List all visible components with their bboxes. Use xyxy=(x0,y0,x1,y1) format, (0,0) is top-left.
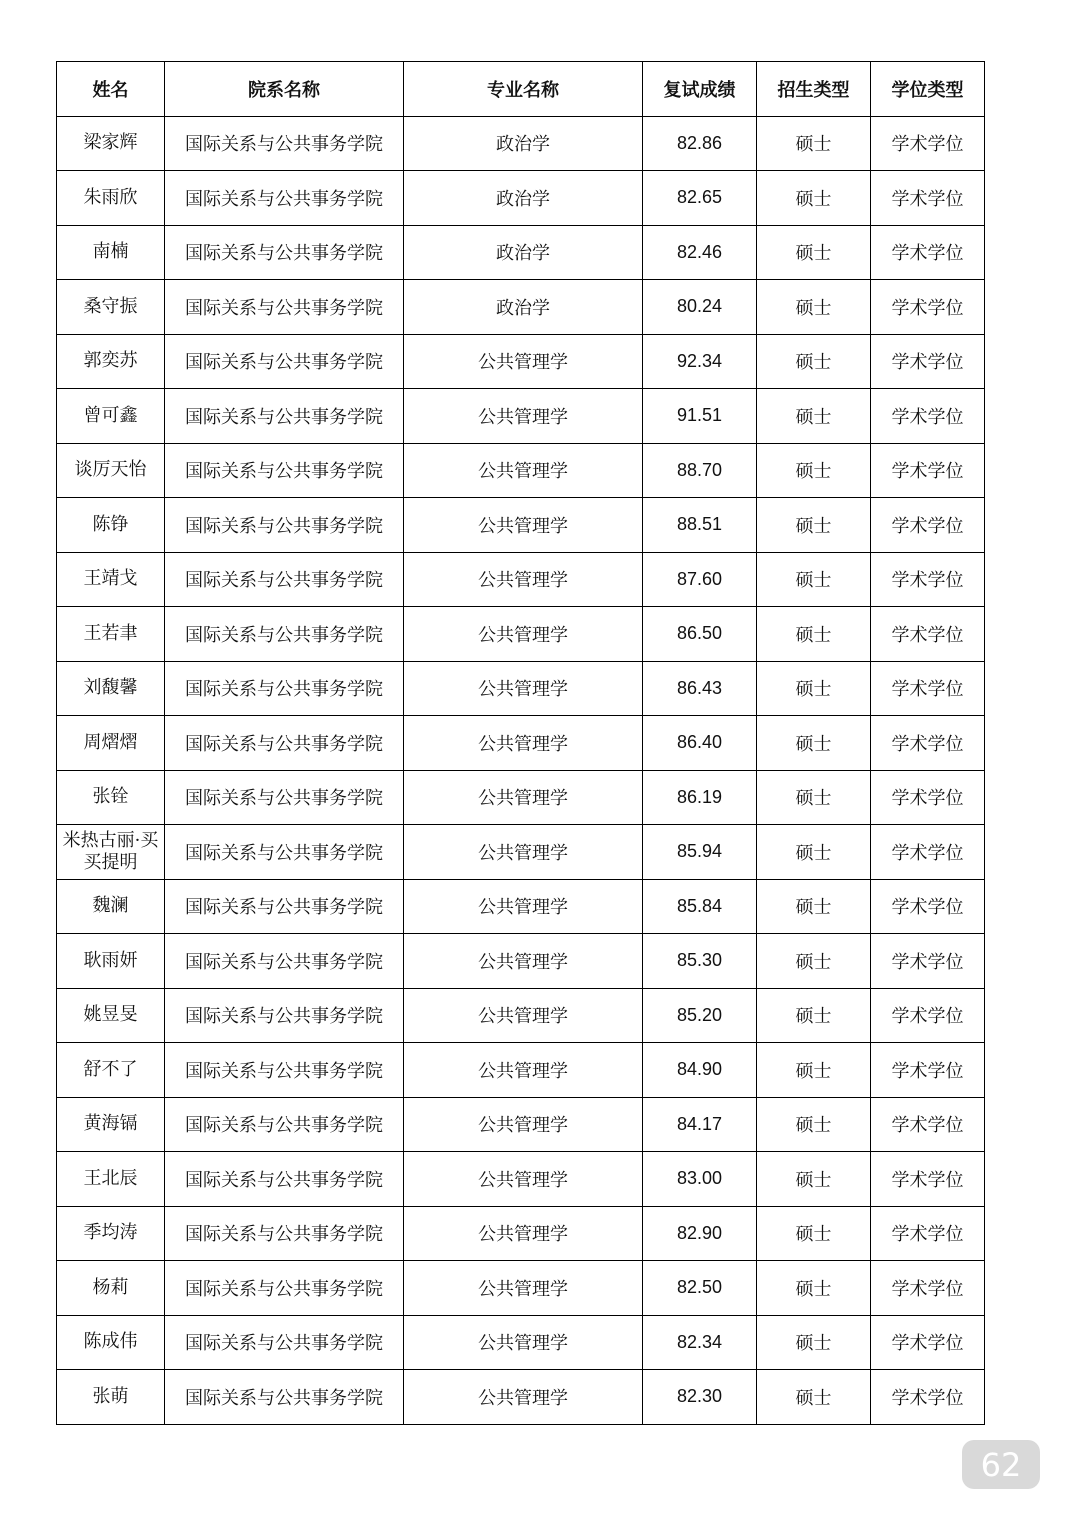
cell-retest-score: 86.40 xyxy=(643,716,757,771)
cell-retest-score: 82.30 xyxy=(643,1370,757,1425)
table-row xyxy=(57,988,985,1043)
cell-name: 舒不了 xyxy=(57,1043,165,1098)
cell-name: 朱雨欣 xyxy=(57,171,165,226)
cell-enrollment-type: 硕士 xyxy=(757,1370,871,1425)
cell-name: 王靖戈 xyxy=(57,552,165,607)
cell-enrollment-type: 硕士 xyxy=(757,1206,871,1261)
table-row xyxy=(57,879,985,934)
cell-name: 郭奕苏 xyxy=(57,334,165,389)
header-enrollment-type: 招生类型 xyxy=(757,62,871,117)
cell-degree-type: 学术学位 xyxy=(871,334,985,389)
table-row xyxy=(57,1315,985,1370)
cell-retest-score: 83.00 xyxy=(643,1152,757,1207)
cell-name: 耿雨妍 xyxy=(57,934,165,989)
cell-major: 公共管理学 xyxy=(404,879,643,934)
cell-major: 公共管理学 xyxy=(404,988,643,1043)
cell-department: 国际关系与公共事务学院 xyxy=(165,1261,404,1316)
cell-major: 公共管理学 xyxy=(404,389,643,444)
cell-department: 国际关系与公共事务学院 xyxy=(165,934,404,989)
cell-retest-score: 85.84 xyxy=(643,879,757,934)
table-header-row xyxy=(57,62,985,117)
cell-name: 谈厉天怡 xyxy=(57,443,165,498)
table-row xyxy=(57,716,985,771)
cell-major: 政治学 xyxy=(404,280,643,335)
cell-retest-score: 85.30 xyxy=(643,934,757,989)
cell-name: 曾可鑫 xyxy=(57,389,165,444)
cell-degree-type: 学术学位 xyxy=(871,280,985,335)
cell-degree-type: 学术学位 xyxy=(871,1370,985,1425)
cell-major: 公共管理学 xyxy=(404,1152,643,1207)
table-row xyxy=(57,225,985,280)
cell-enrollment-type: 硕士 xyxy=(757,661,871,716)
cell-degree-type: 学术学位 xyxy=(871,225,985,280)
cell-retest-score: 82.46 xyxy=(643,225,757,280)
cell-name: 王若聿 xyxy=(57,607,165,662)
cell-degree-type: 学术学位 xyxy=(871,1097,985,1152)
cell-enrollment-type: 硕士 xyxy=(757,1261,871,1316)
cell-major: 公共管理学 xyxy=(404,552,643,607)
cell-name: 南楠 xyxy=(57,225,165,280)
cell-name: 周熠熠 xyxy=(57,716,165,771)
cell-enrollment-type: 硕士 xyxy=(757,225,871,280)
cell-retest-score: 85.20 xyxy=(643,988,757,1043)
cell-degree-type: 学术学位 xyxy=(871,116,985,171)
cell-retest-score: 82.50 xyxy=(643,1261,757,1316)
cell-department: 国际关系与公共事务学院 xyxy=(165,389,404,444)
cell-major: 公共管理学 xyxy=(404,770,643,825)
cell-department: 国际关系与公共事务学院 xyxy=(165,716,404,771)
header-name: 姓名 xyxy=(57,62,165,117)
cell-retest-score: 82.34 xyxy=(643,1315,757,1370)
table-row xyxy=(57,498,985,553)
cell-department: 国际关系与公共事务学院 xyxy=(165,225,404,280)
cell-enrollment-type: 硕士 xyxy=(757,1097,871,1152)
cell-name: 张萌 xyxy=(57,1370,165,1425)
cell-major: 公共管理学 xyxy=(404,825,643,880)
cell-enrollment-type: 硕士 xyxy=(757,1152,871,1207)
cell-major: 公共管理学 xyxy=(404,934,643,989)
cell-degree-type: 学术学位 xyxy=(871,934,985,989)
cell-department: 国际关系与公共事务学院 xyxy=(165,552,404,607)
header-major: 专业名称 xyxy=(404,62,643,117)
cell-retest-score: 82.65 xyxy=(643,171,757,226)
cell-degree-type: 学术学位 xyxy=(871,607,985,662)
table-row xyxy=(57,171,985,226)
cell-name: 黄海镉 xyxy=(57,1097,165,1152)
table-body xyxy=(57,116,985,1424)
cell-name: 张铨 xyxy=(57,770,165,825)
cell-major: 公共管理学 xyxy=(404,1315,643,1370)
cell-degree-type: 学术学位 xyxy=(871,1206,985,1261)
cell-degree-type: 学术学位 xyxy=(871,1043,985,1098)
cell-retest-score: 91.51 xyxy=(643,389,757,444)
cell-enrollment-type: 硕士 xyxy=(757,171,871,226)
cell-name: 季均涛 xyxy=(57,1206,165,1261)
cell-department: 国际关系与公共事务学院 xyxy=(165,498,404,553)
cell-retest-score: 82.86 xyxy=(643,116,757,171)
cell-name: 陈成伟 xyxy=(57,1315,165,1370)
cell-department: 国际关系与公共事务学院 xyxy=(165,1152,404,1207)
cell-retest-score: 84.17 xyxy=(643,1097,757,1152)
cell-degree-type: 学术学位 xyxy=(871,1152,985,1207)
cell-name: 桑守振 xyxy=(57,280,165,335)
cell-retest-score: 87.60 xyxy=(643,552,757,607)
cell-degree-type: 学术学位 xyxy=(871,498,985,553)
cell-name: 陈铮 xyxy=(57,498,165,553)
cell-degree-type: 学术学位 xyxy=(871,661,985,716)
cell-degree-type: 学术学位 xyxy=(871,770,985,825)
cell-degree-type: 学术学位 xyxy=(871,389,985,444)
table-row xyxy=(57,552,985,607)
cell-degree-type: 学术学位 xyxy=(871,988,985,1043)
cell-degree-type: 学术学位 xyxy=(871,825,985,880)
cell-department: 国际关系与公共事务学院 xyxy=(165,661,404,716)
cell-major: 公共管理学 xyxy=(404,716,643,771)
cell-department: 国际关系与公共事务学院 xyxy=(165,1370,404,1425)
cell-degree-type: 学术学位 xyxy=(871,879,985,934)
cell-enrollment-type: 硕士 xyxy=(757,716,871,771)
cell-name: 米热古丽·买买提明 xyxy=(57,825,165,880)
cell-retest-score: 86.43 xyxy=(643,661,757,716)
table-row xyxy=(57,443,985,498)
cell-retest-score: 86.50 xyxy=(643,607,757,662)
cell-department: 国际关系与公共事务学院 xyxy=(165,988,404,1043)
table-row xyxy=(57,1206,985,1261)
cell-enrollment-type: 硕士 xyxy=(757,1043,871,1098)
cell-major: 公共管理学 xyxy=(404,443,643,498)
cell-major: 政治学 xyxy=(404,225,643,280)
header-retest-score: 复试成绩 xyxy=(643,62,757,117)
cell-enrollment-type: 硕士 xyxy=(757,825,871,880)
table-row xyxy=(57,770,985,825)
cell-department: 国际关系与公共事务学院 xyxy=(165,334,404,389)
cell-name: 王北辰 xyxy=(57,1152,165,1207)
table-row xyxy=(57,1043,985,1098)
cell-retest-score: 85.94 xyxy=(643,825,757,880)
cell-enrollment-type: 硕士 xyxy=(757,1315,871,1370)
cell-major: 政治学 xyxy=(404,171,643,226)
cell-enrollment-type: 硕士 xyxy=(757,934,871,989)
cell-retest-score: 92.34 xyxy=(643,334,757,389)
cell-retest-score: 82.90 xyxy=(643,1206,757,1261)
cell-major: 公共管理学 xyxy=(404,1370,643,1425)
cell-enrollment-type: 硕士 xyxy=(757,770,871,825)
cell-major: 公共管理学 xyxy=(404,661,643,716)
cell-degree-type: 学术学位 xyxy=(871,443,985,498)
cell-name: 刘馥馨 xyxy=(57,661,165,716)
cell-major: 公共管理学 xyxy=(404,498,643,553)
admission-results-table xyxy=(56,61,985,1425)
cell-enrollment-type: 硕士 xyxy=(757,498,871,553)
cell-name: 梁家辉 xyxy=(57,116,165,171)
cell-major: 公共管理学 xyxy=(404,1261,643,1316)
cell-enrollment-type: 硕士 xyxy=(757,879,871,934)
table-row xyxy=(57,825,985,880)
table-row xyxy=(57,934,985,989)
cell-major: 公共管理学 xyxy=(404,1206,643,1261)
cell-department: 国际关系与公共事务学院 xyxy=(165,1315,404,1370)
cell-enrollment-type: 硕士 xyxy=(757,552,871,607)
cell-degree-type: 学术学位 xyxy=(871,1261,985,1316)
cell-name: 姚昱旻 xyxy=(57,988,165,1043)
cell-degree-type: 学术学位 xyxy=(871,171,985,226)
table-row xyxy=(57,280,985,335)
cell-retest-score: 88.70 xyxy=(643,443,757,498)
cell-name: 杨莉 xyxy=(57,1261,165,1316)
page-number-badge: 62 xyxy=(962,1440,1040,1489)
cell-degree-type: 学术学位 xyxy=(871,1315,985,1370)
cell-department: 国际关系与公共事务学院 xyxy=(165,1043,404,1098)
cell-enrollment-type: 硕士 xyxy=(757,116,871,171)
cell-department: 国际关系与公共事务学院 xyxy=(165,879,404,934)
table-row xyxy=(57,334,985,389)
table-row xyxy=(57,661,985,716)
table-row xyxy=(57,607,985,662)
cell-major: 公共管理学 xyxy=(404,607,643,662)
table-row xyxy=(57,116,985,171)
cell-name: 魏澜 xyxy=(57,879,165,934)
cell-enrollment-type: 硕士 xyxy=(757,607,871,662)
cell-department: 国际关系与公共事务学院 xyxy=(165,825,404,880)
cell-major: 公共管理学 xyxy=(404,1097,643,1152)
cell-major: 政治学 xyxy=(404,116,643,171)
cell-department: 国际关系与公共事务学院 xyxy=(165,280,404,335)
cell-department: 国际关系与公共事务学院 xyxy=(165,770,404,825)
cell-major: 公共管理学 xyxy=(404,1043,643,1098)
cell-department: 国际关系与公共事务学院 xyxy=(165,1097,404,1152)
cell-degree-type: 学术学位 xyxy=(871,552,985,607)
header-degree-type: 学位类型 xyxy=(871,62,985,117)
table-row xyxy=(57,1097,985,1152)
table-row xyxy=(57,1370,985,1425)
cell-retest-score: 80.24 xyxy=(643,280,757,335)
cell-department: 国际关系与公共事务学院 xyxy=(165,1206,404,1261)
cell-department: 国际关系与公共事务学院 xyxy=(165,116,404,171)
header-department: 院系名称 xyxy=(165,62,404,117)
cell-retest-score: 86.19 xyxy=(643,770,757,825)
cell-degree-type: 学术学位 xyxy=(871,716,985,771)
cell-retest-score: 84.90 xyxy=(643,1043,757,1098)
cell-major: 公共管理学 xyxy=(404,334,643,389)
table-row xyxy=(57,1152,985,1207)
cell-enrollment-type: 硕士 xyxy=(757,389,871,444)
cell-enrollment-type: 硕士 xyxy=(757,443,871,498)
cell-department: 国际关系与公共事务学院 xyxy=(165,607,404,662)
cell-enrollment-type: 硕士 xyxy=(757,280,871,335)
table-row xyxy=(57,389,985,444)
cell-retest-score: 88.51 xyxy=(643,498,757,553)
table-row xyxy=(57,1261,985,1316)
cell-enrollment-type: 硕士 xyxy=(757,334,871,389)
cell-department: 国际关系与公共事务学院 xyxy=(165,443,404,498)
cell-enrollment-type: 硕士 xyxy=(757,988,871,1043)
cell-department: 国际关系与公共事务学院 xyxy=(165,171,404,226)
